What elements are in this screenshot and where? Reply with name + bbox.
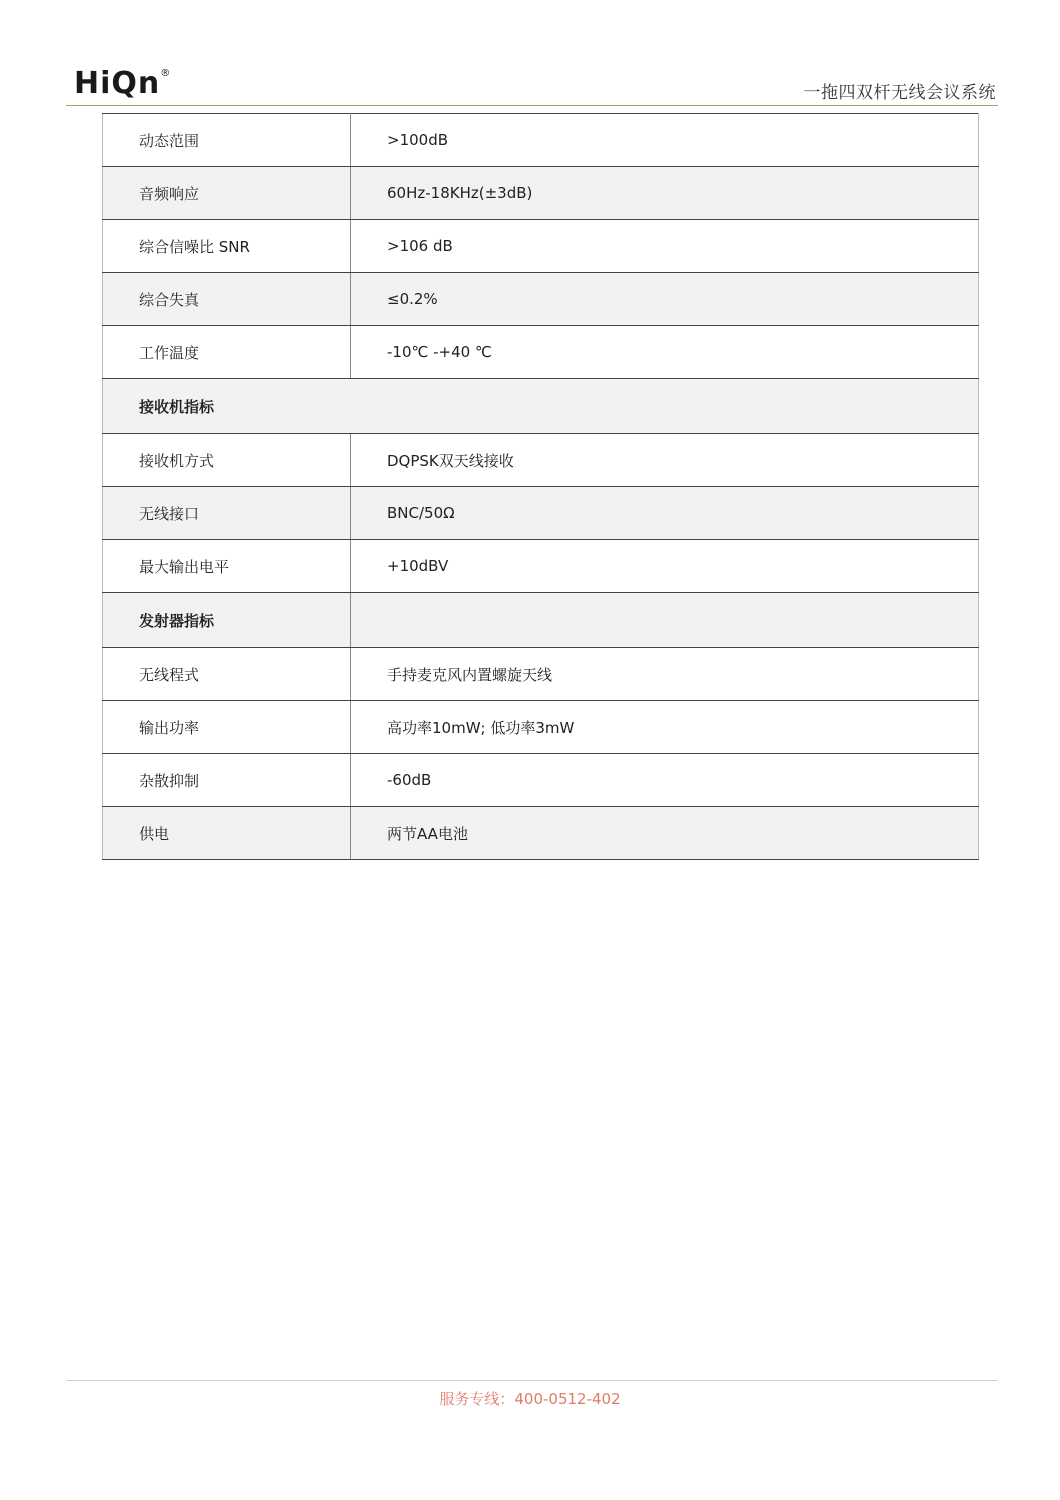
- table-row: [103, 220, 979, 273]
- spec-table: [102, 113, 979, 860]
- spec-value: 高功率10mW; 低功率3mW: [351, 701, 979, 754]
- section-heading-receiver: 接收机指标: [103, 379, 979, 434]
- spec-value: 手持麦克风内置螺旋天线: [351, 648, 979, 701]
- service-phone: 400-0512-402: [514, 1390, 621, 1408]
- table-row: [103, 701, 979, 754]
- spec-value: 60Hz-18KHz(±3dB): [351, 167, 979, 220]
- spec-value: >100dB: [351, 114, 979, 167]
- document-title: 一拖四双杆无线会议系统: [803, 83, 996, 103]
- header-divider: [66, 105, 998, 106]
- spec-label: 无线接口: [103, 487, 351, 540]
- spec-label: 最大输出电平: [103, 540, 351, 593]
- spec-value: -10℃ -+40 ℃: [351, 326, 979, 379]
- table-row: [103, 754, 979, 807]
- spec-value: 两节AA电池: [351, 807, 979, 860]
- spec-label: 综合信噪比 SNR: [103, 220, 351, 273]
- table-row: [103, 648, 979, 701]
- spec-label: 无线程式: [103, 648, 351, 701]
- section-row: [103, 593, 979, 648]
- spec-label: 动态范围: [103, 114, 351, 167]
- service-label: 服务专线：: [439, 1390, 515, 1408]
- brand-logo: [74, 66, 171, 101]
- section-row: [103, 379, 979, 434]
- section-empty-cell: [351, 593, 979, 648]
- spec-label: 接收机方式: [103, 434, 351, 487]
- table-row: [103, 167, 979, 220]
- logo-text: HiQn: [74, 66, 161, 101]
- table-row: [103, 273, 979, 326]
- table-row: [103, 114, 979, 167]
- table-row: [103, 326, 979, 379]
- spec-label: 综合失真: [103, 273, 351, 326]
- registered-mark: ®: [160, 68, 172, 79]
- section-heading-transmitter: 发射器指标: [103, 593, 351, 648]
- footer-divider: [66, 1380, 998, 1381]
- spec-value: >106 dB: [351, 220, 979, 273]
- spec-label: 输出功率: [103, 701, 351, 754]
- table-row: [103, 807, 979, 860]
- spec-value: ≤0.2%: [351, 273, 979, 326]
- table-row: [103, 487, 979, 540]
- spec-label: 音频响应: [103, 167, 351, 220]
- service-hotline: [0, 1388, 1060, 1409]
- table-row: [103, 434, 979, 487]
- spec-label: 供电: [103, 807, 351, 860]
- spec-value: DQPSK双天线接收: [351, 434, 979, 487]
- spec-value: +10dBV: [351, 540, 979, 593]
- spec-value: BNC/50Ω: [351, 487, 979, 540]
- spec-label: 杂散抑制: [103, 754, 351, 807]
- spec-value: -60dB: [351, 754, 979, 807]
- spec-label: 工作温度: [103, 326, 351, 379]
- table-row: [103, 540, 979, 593]
